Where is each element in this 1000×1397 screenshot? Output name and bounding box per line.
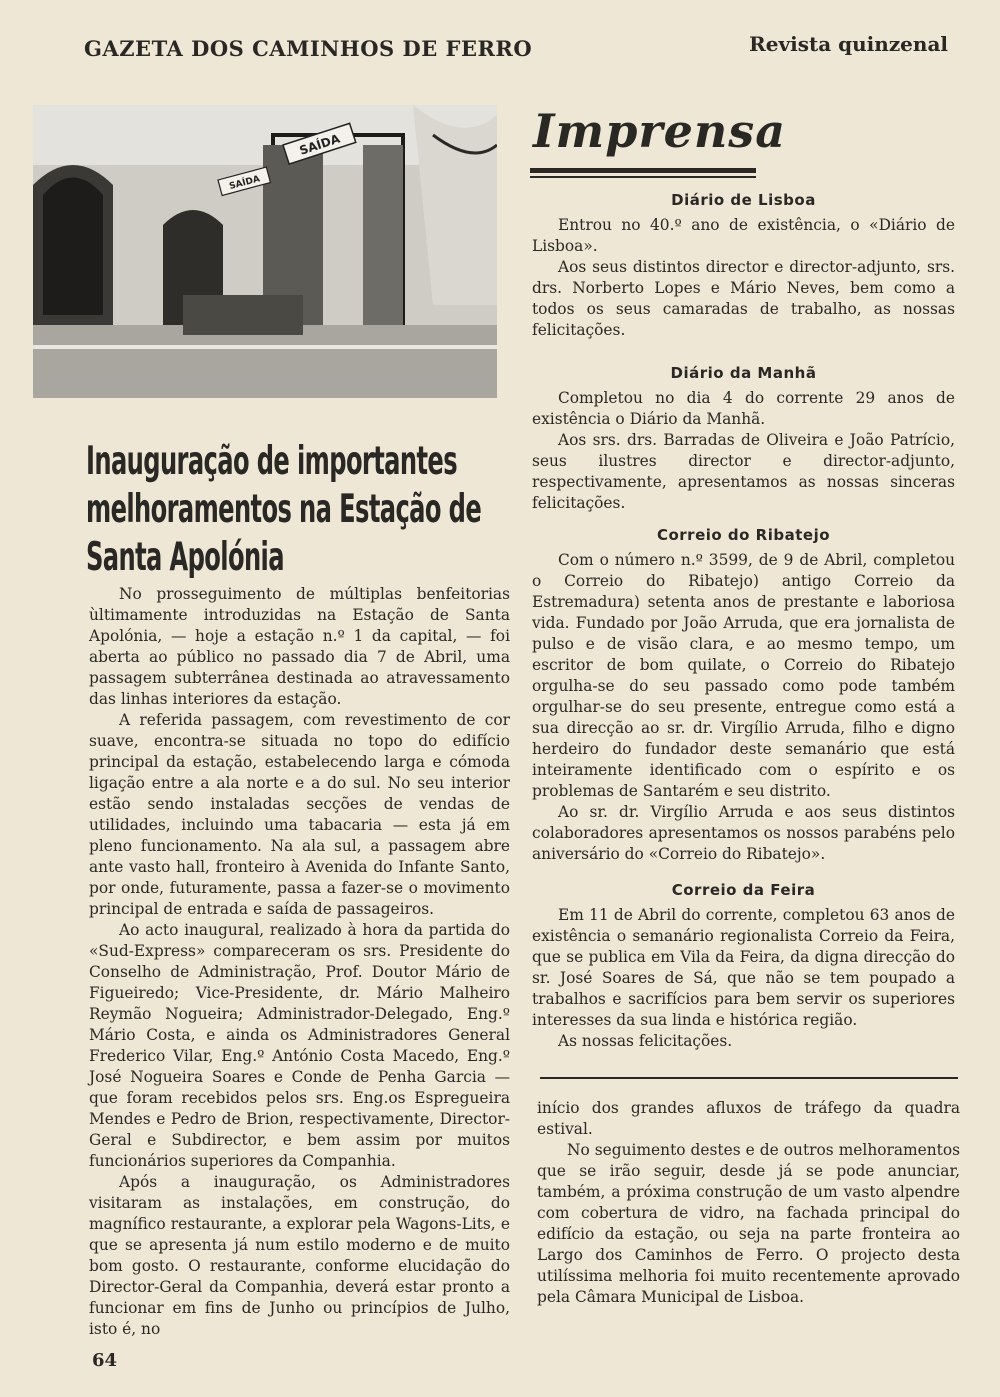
article-body	[89, 584, 510, 1340]
press-item-paragraph: Aos srs. drs. Barradas de Oliveira e João Patrício, seus ilustres director e director-adjunto, respectivamente, apresentamos as nossas sinceras felicitações.	[532, 431, 955, 512]
press-item-diario-de-lisboa	[532, 190, 955, 341]
article-paragraph: Ao acto inaugural, realizado à hora da partida do «Sud-Express» compareceram os srs. Presidente do Conselho de Administração, Prof. Doutor Mário de Figueiredo; Vice-Presidente, dr. Mário Malheiro Reymão Nogueira; Administrador-Delegado, Eng.º Mário Costa, e ainda os Administradores General Frederico Vilar, Eng.º António Costa Macedo, Eng.º José Nogueira Soares e Conde de Penha Garcia — que foram recebidos pelos srs. Eng.os Espregueira Mendes e Pedro de Brion, respectivamente, Director-Geral e Subdirector, e bem assim por muitos funcionários superiores da Companhia.	[89, 921, 510, 1170]
press-item-correio-do-ribatejo	[532, 525, 955, 865]
article-paragraph: A referida passagem, com revestimento de cor suave, encontra-se situada no topo do edifício principal da estação, estabelecendo larga e cómoda ligação entre a ala norte e a do sul. No seu interior estão sendo instaladas secções de vendas de utilidades, incluindo uma tabacaria — esta já em pleno funcionamento. Na ala sul, a passagem abre ante vasto hall, fronteiro à Avenida do Infante Santo, por onde, futuramente, passa a fazer-se o movimento principal de entrada e saída de passageiros.	[89, 711, 510, 918]
press-item-paragraph: Aos seus distintos director e director-adjunto, srs. drs. Norberto Lopes e Mário Neves, bem como a todos os seus camaradas de trabalho, as nossas felicitações.	[532, 258, 955, 339]
press-item-paragraph: Ao sr. dr. Virgílio Arruda e aos seus distintos colaboradores apresentamos os nossos parabéns pelo aniversário do «Correio do Ribatejo».	[532, 803, 955, 863]
article-continuation	[537, 1098, 960, 1308]
article-paragraph: Após a inauguração, os Administradores visitaram as instalações, em construção, do magnífico restaurante, a explorar pela Wagons-Lits, e que se apresenta já num estilo moderno e de muito bom gosto. O restaurante, conforme elucidação do Director-Geral da Companhia, deverá estar pronto a funcionar em fins de Junho ou princípios de Julho, isto é, no	[89, 1173, 510, 1338]
photo-sign-1: SAÍDA	[297, 131, 342, 158]
heading-rule	[530, 168, 756, 173]
imprensa-heading: Imprensa	[533, 104, 787, 158]
journal-frequency: Revista quinzenal	[749, 32, 948, 56]
press-item-diario-da-manha	[532, 363, 955, 514]
article-paragraph: No seguimento destes e de outros melhoramentos que se irão seguir, desde já se pode anunciar, também, a próxima construção de um vasto alpendre com cobertura de vidro, na fachada principal do edifício da estação, ou seja na parte fronteira ao Largo dos Caminhos de Ferro. O projecto desta utilíssima melhoria foi muito recentemente aprovado pela Câmara Municipal de Lisboa.	[537, 1141, 960, 1306]
press-item-title: Diário da Manhã	[670, 364, 817, 382]
press-item-paragraph: Em 11 de Abril do corrente, completou 63 anos de existência o semanário regionalista Correio da Feira, que se publica em Vila da Feira, da digna direcção do sr. José Soares de Sá, que não se tem poupado a trabalhos e sacrifícios para bem servir os superiores interesses da sua linda e histórica região.	[532, 906, 955, 1029]
article-paragraph: No prosseguimento de múltiplas benfeitorias ùltimamente introduzidas na Estação de Santa Apolónia, — hoje a estação n.º 1 da capital, — foi aberta ao público no passado dia 7 de Abril, uma passagem subterrânea destinada ao atravessamento das linhas interiores da estação.	[89, 585, 510, 708]
page-number: 64	[92, 1350, 118, 1371]
press-item-correio-da-feira	[532, 880, 955, 1052]
photo-sign-2: SAÍDA	[228, 174, 262, 193]
press-item-title: Correio do Ribatejo	[656, 526, 831, 544]
press-item-paragraph: Com o número n.º 3599, de 9 de Abril, completou o Correio do Ribatejo) antigo Correio da Estremadura) setenta anos de prestante e laboriosa vida. Fundado por João Arruda, que era jornalista de pulso e de visão clara, e ao mesmo tempo, um escritor de bom quilate, o Correio do Ribatejo orgulha-se do seu passado como pode também orgulhar-se do seu presente, entregue como está a sua direcção ao sr. dr. Virgílio Arruda, filho e digno herdeiro do fundador deste semanário que está inteiramente identificado com o espírito e os problemas de Santarém e seu distrito.	[532, 551, 955, 800]
press-item-title: Correio da Feira	[671, 881, 816, 899]
press-item-paragraph: Completou no dia 4 do corrente 29 anos de existência o Diário da Manhã.	[532, 389, 955, 428]
press-item-title: Diário de Lisboa	[671, 191, 816, 209]
journal-title: GAZETA DOS CAMINHOS DE FERRO	[84, 36, 533, 61]
heading-rule-thin	[530, 176, 756, 178]
press-item-paragraph: Entrou no 40.º ano de existência, o «Diário de Lisboa».	[532, 216, 955, 255]
press-item-paragraph: As nossas felicitações.	[558, 1032, 733, 1050]
article-title: Inauguração de importantes melhoramentos na Estação de Santa Apolónia	[86, 439, 482, 580]
station-photo	[33, 105, 497, 398]
section-divider	[540, 1077, 958, 1079]
article-paragraph: início dos grandes afluxos de tráfego da quadra estival.	[537, 1099, 960, 1138]
